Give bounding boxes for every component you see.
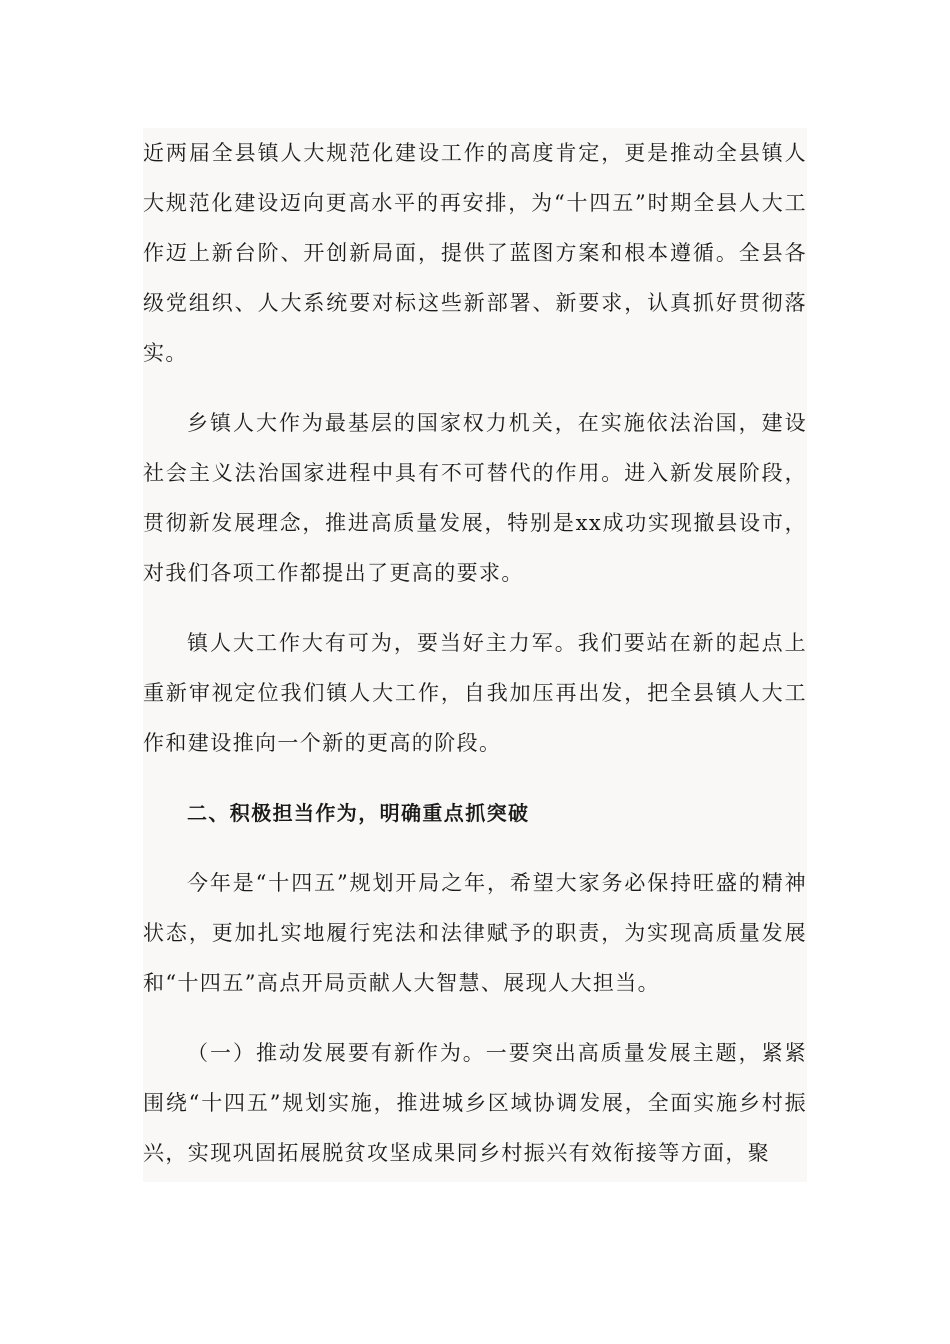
paragraph-main-force: 镇人大工作大有可为，要当好主力军。我们要站在新的起点上重新审视定位我们镇人大工作，自我加压再出发，把全县镇人大工作和建设推向一个新的更高的阶段。 bbox=[143, 631, 807, 755]
paragraph-continuation: 近两届全县镇人大规范化建设工作的高度肯定，更是推动全县镇人大规范化建设迈向更高水平的再安排，为“十四五”时期全县人大工作迈上新台阶、开创新局面，提供了蓝图方案和根本遵循。全县各级党组织、人大系统要对标这些新部署、新要求，认真抓好贯彻落实。 bbox=[143, 141, 807, 365]
paragraph-promote-development: （一）推动发展要有新作为。一要突出高质量发展主题，紧紧围绕“十四五”规划实施，推进城乡区域协调发展，全面实施乡村振兴，实现巩固拓展脱贫攻坚成果同乡村振兴有效衔接等方面，聚 bbox=[143, 1041, 807, 1165]
section-heading: 二、积极担当作为，明确重点抓突破 bbox=[187, 801, 530, 825]
paragraph-14th-five-year-plan: 今年是“十四五”规划开局之年，希望大家务必保持旺盛的精神状态，更加扎实地履行宪法和法律赋予的职责，为实现高质量发展和“十四五”高点开局贡献人大智慧、展现人大担当。 bbox=[143, 871, 807, 995]
paragraph-township-congress: 乡镇人大作为最基层的国家权力机关，在实施依法治国，建设社会主义法治国家进程中具有不可替代的作用。进入新发展阶段，贯彻新发展理念，推进高质量发展，特别是xx成功实现撤县设市，对我们各项工作都提出了更高的要求。 bbox=[143, 411, 807, 585]
document-body bbox=[143, 128, 807, 1182]
